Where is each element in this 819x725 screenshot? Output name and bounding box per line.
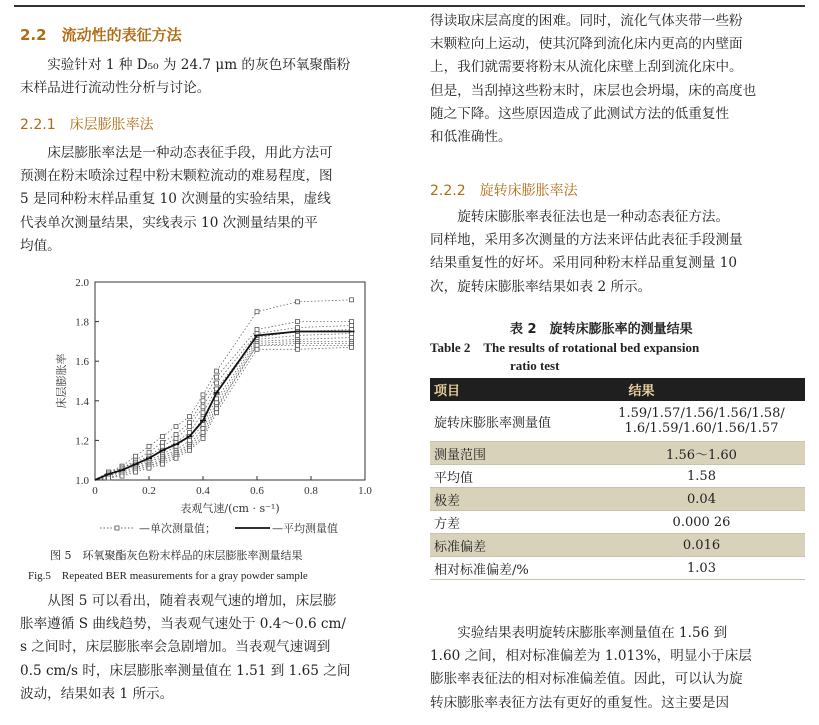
section-heading-2-2-2: 2.2.2 旋转床膨胀率法 — [430, 183, 578, 199]
rotational-bed-line: 同样地，采用多次测量的方法来评估此表征手段测量 — [430, 232, 743, 249]
bed-expansion-line: 5 是同种粉末样品重复 10 次测量的实验结果，虚线 — [20, 191, 331, 208]
single-point — [215, 411, 219, 415]
table-header-result: 结果 — [598, 378, 805, 401]
single-point — [188, 415, 192, 419]
rotational-bed-line: 结果重复性的好坏。采用同种粉末样品重复测量 10 — [430, 255, 738, 272]
table-cell-item: 标准偏差 — [430, 534, 598, 557]
x-tick-label: 0.8 — [304, 485, 318, 497]
single-point — [350, 320, 354, 324]
table-cell-value — [598, 401, 805, 442]
table-cell-value-line: 1.59/1.57/1.56/1.56/1.58/ — [618, 406, 785, 421]
single-point — [350, 298, 354, 302]
intro-line: 末样品进行流动性分析与讨论。 — [20, 80, 211, 97]
single-point — [350, 324, 354, 328]
single-point — [296, 320, 300, 324]
table-header-item: 项目 — [430, 378, 598, 401]
single-point — [296, 333, 300, 337]
x-tick-label: 1.0 — [358, 485, 372, 497]
table-row — [430, 511, 805, 534]
y-tick-label: 1.8 — [75, 316, 89, 329]
single-point — [350, 335, 354, 339]
table-cell-value-line: 0.000 26 — [672, 514, 731, 530]
y-tick-label: 2.0 — [75, 277, 89, 289]
table-cell-item: 平均值 — [430, 465, 598, 488]
y-tick-label: 1.4 — [75, 395, 89, 408]
x-tick-label: 0.4 — [196, 485, 210, 497]
single-point — [161, 444, 165, 448]
single-point — [188, 425, 192, 429]
s-curve-line: 波动，结果如表 1 所示。 — [20, 685, 174, 702]
single-point — [188, 448, 192, 452]
paragraph-continued — [430, 10, 805, 149]
table-title-en-1: Table 2 The results of rotational bed expansion — [430, 340, 700, 355]
single-point — [174, 432, 178, 436]
single-point — [296, 347, 300, 351]
s-curve-line: 从图 5 可以看出，随着表观气速的增加，床层膨 — [47, 593, 337, 609]
bed-expansion-line: 预测在粉末喷涂过程中粉末颗粒流动的难易程度，图 — [20, 168, 333, 185]
page-top-rule — [14, 5, 805, 7]
single-point — [215, 401, 219, 405]
table-row — [430, 465, 805, 488]
table-cell-item: 测量范围 — [430, 442, 598, 465]
paragraph-intro — [20, 54, 405, 100]
table-row — [430, 557, 805, 580]
single-point — [161, 462, 165, 466]
table-cell-item: 相对标准偏差/% — [430, 557, 598, 580]
section-heading-2-2: 2.2 流动性的表征方法 — [20, 26, 182, 44]
plot-frame — [95, 282, 365, 480]
s-curve-line: 0.5 cm/s 时，床层膨胀率测量值在 1.51 到 1.65 之间 — [20, 662, 351, 679]
x-axis-label: 表观气速/(cm · s⁻¹) — [180, 502, 280, 515]
continued-line: 和低准确性。 — [430, 129, 512, 146]
single-point — [201, 393, 205, 397]
table-cell-value — [598, 534, 805, 557]
rotational-bed-line: 次，旋转床膨胀率结果如表 2 所示。 — [430, 278, 652, 295]
single-point — [296, 326, 300, 330]
single-point — [350, 345, 354, 349]
single-point — [201, 405, 205, 409]
figure-caption-cn: 图 5 环氧聚酯灰色粉末样品的床层膨胀率测量结果 — [50, 549, 303, 562]
x-tick-label: 0 — [92, 485, 98, 497]
legend-mean-label: —平均测量值 — [272, 522, 338, 535]
conclusion-line: 实验结果表明旋转床膨胀率测量值在 1.56 到 — [457, 625, 728, 641]
single-point — [134, 454, 138, 458]
single-point — [255, 310, 259, 314]
figure-caption-en: Fig.5 Repeated BER measurements for a gray powder sample — [28, 570, 308, 582]
single-point — [161, 434, 165, 438]
single-point — [255, 343, 259, 347]
intro-line: 实验针对 1 种 D₅₀ 为 24.7 μm 的灰色环氧聚酯粉 — [47, 57, 351, 73]
single-point — [215, 369, 219, 373]
single-point — [215, 375, 219, 379]
table-cell-item: 方差 — [430, 511, 598, 534]
table-cell-item: 旋转床膨胀率测量值 — [430, 401, 598, 442]
single-point — [188, 438, 192, 442]
single-point — [107, 476, 111, 480]
table-title-en-2: ratio test — [510, 358, 560, 373]
x-tick-label: 0.2 — [142, 485, 156, 497]
single-point — [147, 444, 151, 448]
single-point — [161, 440, 165, 444]
y-tick-label: 1.0 — [75, 475, 89, 487]
legend-single-marker — [115, 526, 119, 530]
table-row — [430, 488, 805, 511]
continued-line: 上，我们就需要将粉末从流化床壁上刮到流化床中。 — [430, 59, 743, 76]
table-cell-value-line: 1.56～1.60 — [666, 447, 737, 463]
table-cell-value — [598, 488, 805, 511]
table-row — [430, 401, 805, 442]
table-cell-value-line: 1.6/1.59/1.60/1.56/1.57 — [624, 421, 779, 436]
table-cell-value — [598, 442, 805, 465]
y-tick-label: 1.6 — [75, 356, 89, 369]
ber-chart — [20, 270, 405, 535]
single-point — [174, 436, 178, 440]
single-point — [174, 456, 178, 460]
single-point — [201, 411, 205, 415]
table-row — [430, 534, 805, 557]
continued-line: 但是，当刮掉这些粉末时，床层也会坍塌，床的高度也 — [430, 82, 757, 99]
continued-line: 随之下降。这些原因造成了此测试方法的低重复性 — [430, 105, 730, 122]
table-cell-value — [598, 465, 805, 488]
conclusion-line: 转床膨胀率表征方法有更好的重复性。这主要是因 — [430, 694, 730, 711]
table-cell-value-line: 1.03 — [687, 560, 716, 576]
legend-single-label: —单次测量值； — [139, 522, 216, 535]
single-point — [296, 300, 300, 304]
single-point — [134, 470, 138, 474]
table-cell-value-line: 0.04 — [687, 491, 716, 507]
single-point — [201, 436, 205, 440]
s-curve-line: s 之间时，床层膨胀率会急剧增加。当表观气速调到 — [20, 639, 331, 656]
single-point — [215, 407, 219, 411]
table-cell-value-line: 1.58 — [687, 468, 716, 484]
bed-expansion-line: 代表单次测量结果，实线表示 10 次测量结果的平 — [20, 214, 318, 231]
conclusion-line: 1.60 之间，相对标准偏差为 1.013%，明显小于床层 — [430, 648, 752, 665]
table-title-cn: 表 2 旋转床膨胀率的测量结果 — [510, 322, 693, 337]
y-tick-label: 1.2 — [75, 435, 89, 448]
single-point — [255, 347, 259, 351]
table-cell-value-line: 0.016 — [682, 537, 721, 553]
table-row — [430, 442, 805, 465]
single-point — [201, 430, 205, 434]
single-point — [255, 328, 259, 332]
results-table — [430, 378, 805, 580]
x-tick-label: 0.6 — [250, 485, 264, 497]
single-point — [120, 474, 124, 478]
rotational-bed-line: 旋转床膨胀率表征法也是一种动态表征方法。 — [457, 209, 730, 225]
s-curve-line: 胀率遵循 S 曲线趋势，当表观气速处于 0.4～0.6 cm/ — [20, 616, 347, 633]
single-point — [147, 450, 151, 454]
y-axis-label: 床层膨胀率 — [55, 353, 68, 409]
single-point — [296, 343, 300, 347]
table-cell-item: 极差 — [430, 488, 598, 511]
single-point — [215, 381, 219, 385]
bed-expansion-line: 床层膨胀率法是一种动态表征手段，用此方法可 — [47, 145, 333, 161]
conclusion-line: 膨胀率表征法的相对标准偏差值。因此，可以认为旋 — [430, 671, 743, 688]
bed-expansion-line: 均值。 — [20, 237, 61, 254]
single-point — [201, 399, 205, 403]
continued-line: 末颗粒向上运动，使其沉降到流化床内更高的内壁面 — [430, 36, 743, 53]
paragraph-conclusion — [430, 622, 805, 715]
single-point — [147, 466, 151, 470]
section-heading-2-2-1: 2.2.1 床层膨胀率法 — [20, 117, 154, 133]
table-cell-value — [598, 557, 805, 580]
paragraph-rotational-bed — [430, 206, 805, 299]
single-point — [174, 425, 178, 429]
table-cell-value — [598, 511, 805, 534]
paragraph-bed-expansion — [20, 142, 405, 258]
paragraph-s-curve — [20, 590, 405, 706]
continued-line: 得读取床层高度的困难。同时，流化气体夹带一些粉 — [430, 13, 743, 29]
table-header-row — [430, 378, 805, 401]
